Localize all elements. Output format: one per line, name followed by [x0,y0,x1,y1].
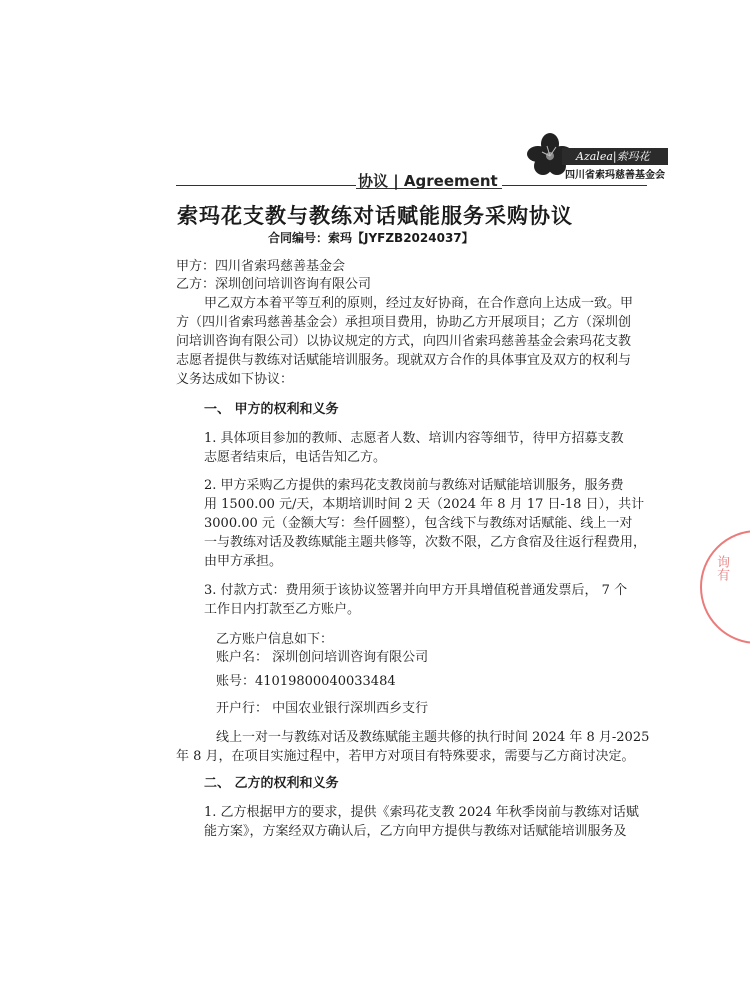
section-heading-party-b: 二、 乙方的权利和义务 [204,776,339,791]
company-seal-stamp [700,530,750,644]
account-bank: 开户行： 中国农业银行深圳西乡支行 [216,701,429,716]
header-tab-label: 协议 | Agreement [358,172,498,190]
intro-line: 志愿者提供与教练对话赋能培训服务。现就双方合作的具体事宜及双方的权利与 [176,353,632,368]
section-heading-party-a: 一、 甲方的权利和义务 [204,402,339,417]
clause-line: 2. 甲方采购乙方提供的索玛花支教岗前与教练对话赋能培训服务，服务费 [204,478,624,493]
intro-line: 问培训咨询有限公司）以协议规定的方式，向四川省索玛慈善基金会索玛花支教 [176,334,632,349]
clause-line: 工作日内打款至乙方账户。 [204,602,361,617]
clause-line: 3. 付款方式：费用须于该协议签署并向甲方开具增值税普通发票后， 7 个 [204,583,628,598]
logo-brand-cn: 索玛花 [616,150,650,163]
logo-org-name: 四川省索玛慈善基金会 [565,170,665,181]
account-name: 账户名： 深圳创问培训咨询有限公司 [216,650,429,665]
header-rule-left [176,185,356,186]
intro-line: 甲乙双方本着平等互利的原则，经过友好协商，在合作意向上达成一致。甲 [204,296,634,311]
clause-line: 由甲方承担。 [204,554,283,569]
clause-line: 1. 乙方根据甲方的要求，提供《索玛花支教 2024 年秋季岗前与教练对话赋 [204,805,639,820]
header-rule-right [502,185,647,186]
seal-text: 询有 [714,555,729,581]
foundation-logo [520,128,670,180]
logo-brand-en: Azalea [576,150,613,163]
clause-line: 一与教练对话及教练赋能主题共修等，次数不限，乙方食宿及往返行程费用， [204,535,647,550]
intro-line: 义务达成如下协议： [176,372,294,387]
clause-line: 用 1500.00 元/天，本期培训时间 2 天（2024 年 8 月 17 日-18 日），共计 [204,497,645,512]
clause-line: 3000.00 元（金额大写：叁仟圆整），包含线下与教练对话赋能、线上一对 [204,516,633,531]
clause-line: 志愿者结束后，电话告知乙方。 [204,450,387,465]
logo-brand-bar: Azalea|索玛花 [562,148,668,165]
document-title: 索玛花支教与教练对话赋能服务采购协议 [177,204,573,228]
schedule-line: 线上一对一与教练对话及教练赋能主题共修的执行时间 2024 年 8 月-2025 [216,730,650,745]
contract-number: 合同编号：索玛【JYFZB2024037】 [268,231,474,245]
clause-line: 能方案》，方案经双方确认后，乙方向甲方提供与教练对话赋能培训服务及 [204,824,627,839]
account-number: 账号：41019800040033484 [216,674,396,689]
account-intro: 乙方账户信息如下： [216,632,334,647]
party-a: 甲方：四川省索玛慈善基金会 [176,259,346,274]
clause-line: 1. 具体项目参加的教师、志愿者人数、培训内容等细节，待甲方招募支教 [204,431,624,446]
party-b: 乙方：深圳创问培训咨询有限公司 [176,277,372,292]
intro-line: 方（四川省索玛慈善基金会）承担项目费用，协助乙方开展项目；乙方（深圳创 [176,315,632,330]
schedule-line: 年 8 月，在项目实施过程中，若甲方对项目有特殊要求，需要与乙方商讨决定。 [176,749,635,764]
